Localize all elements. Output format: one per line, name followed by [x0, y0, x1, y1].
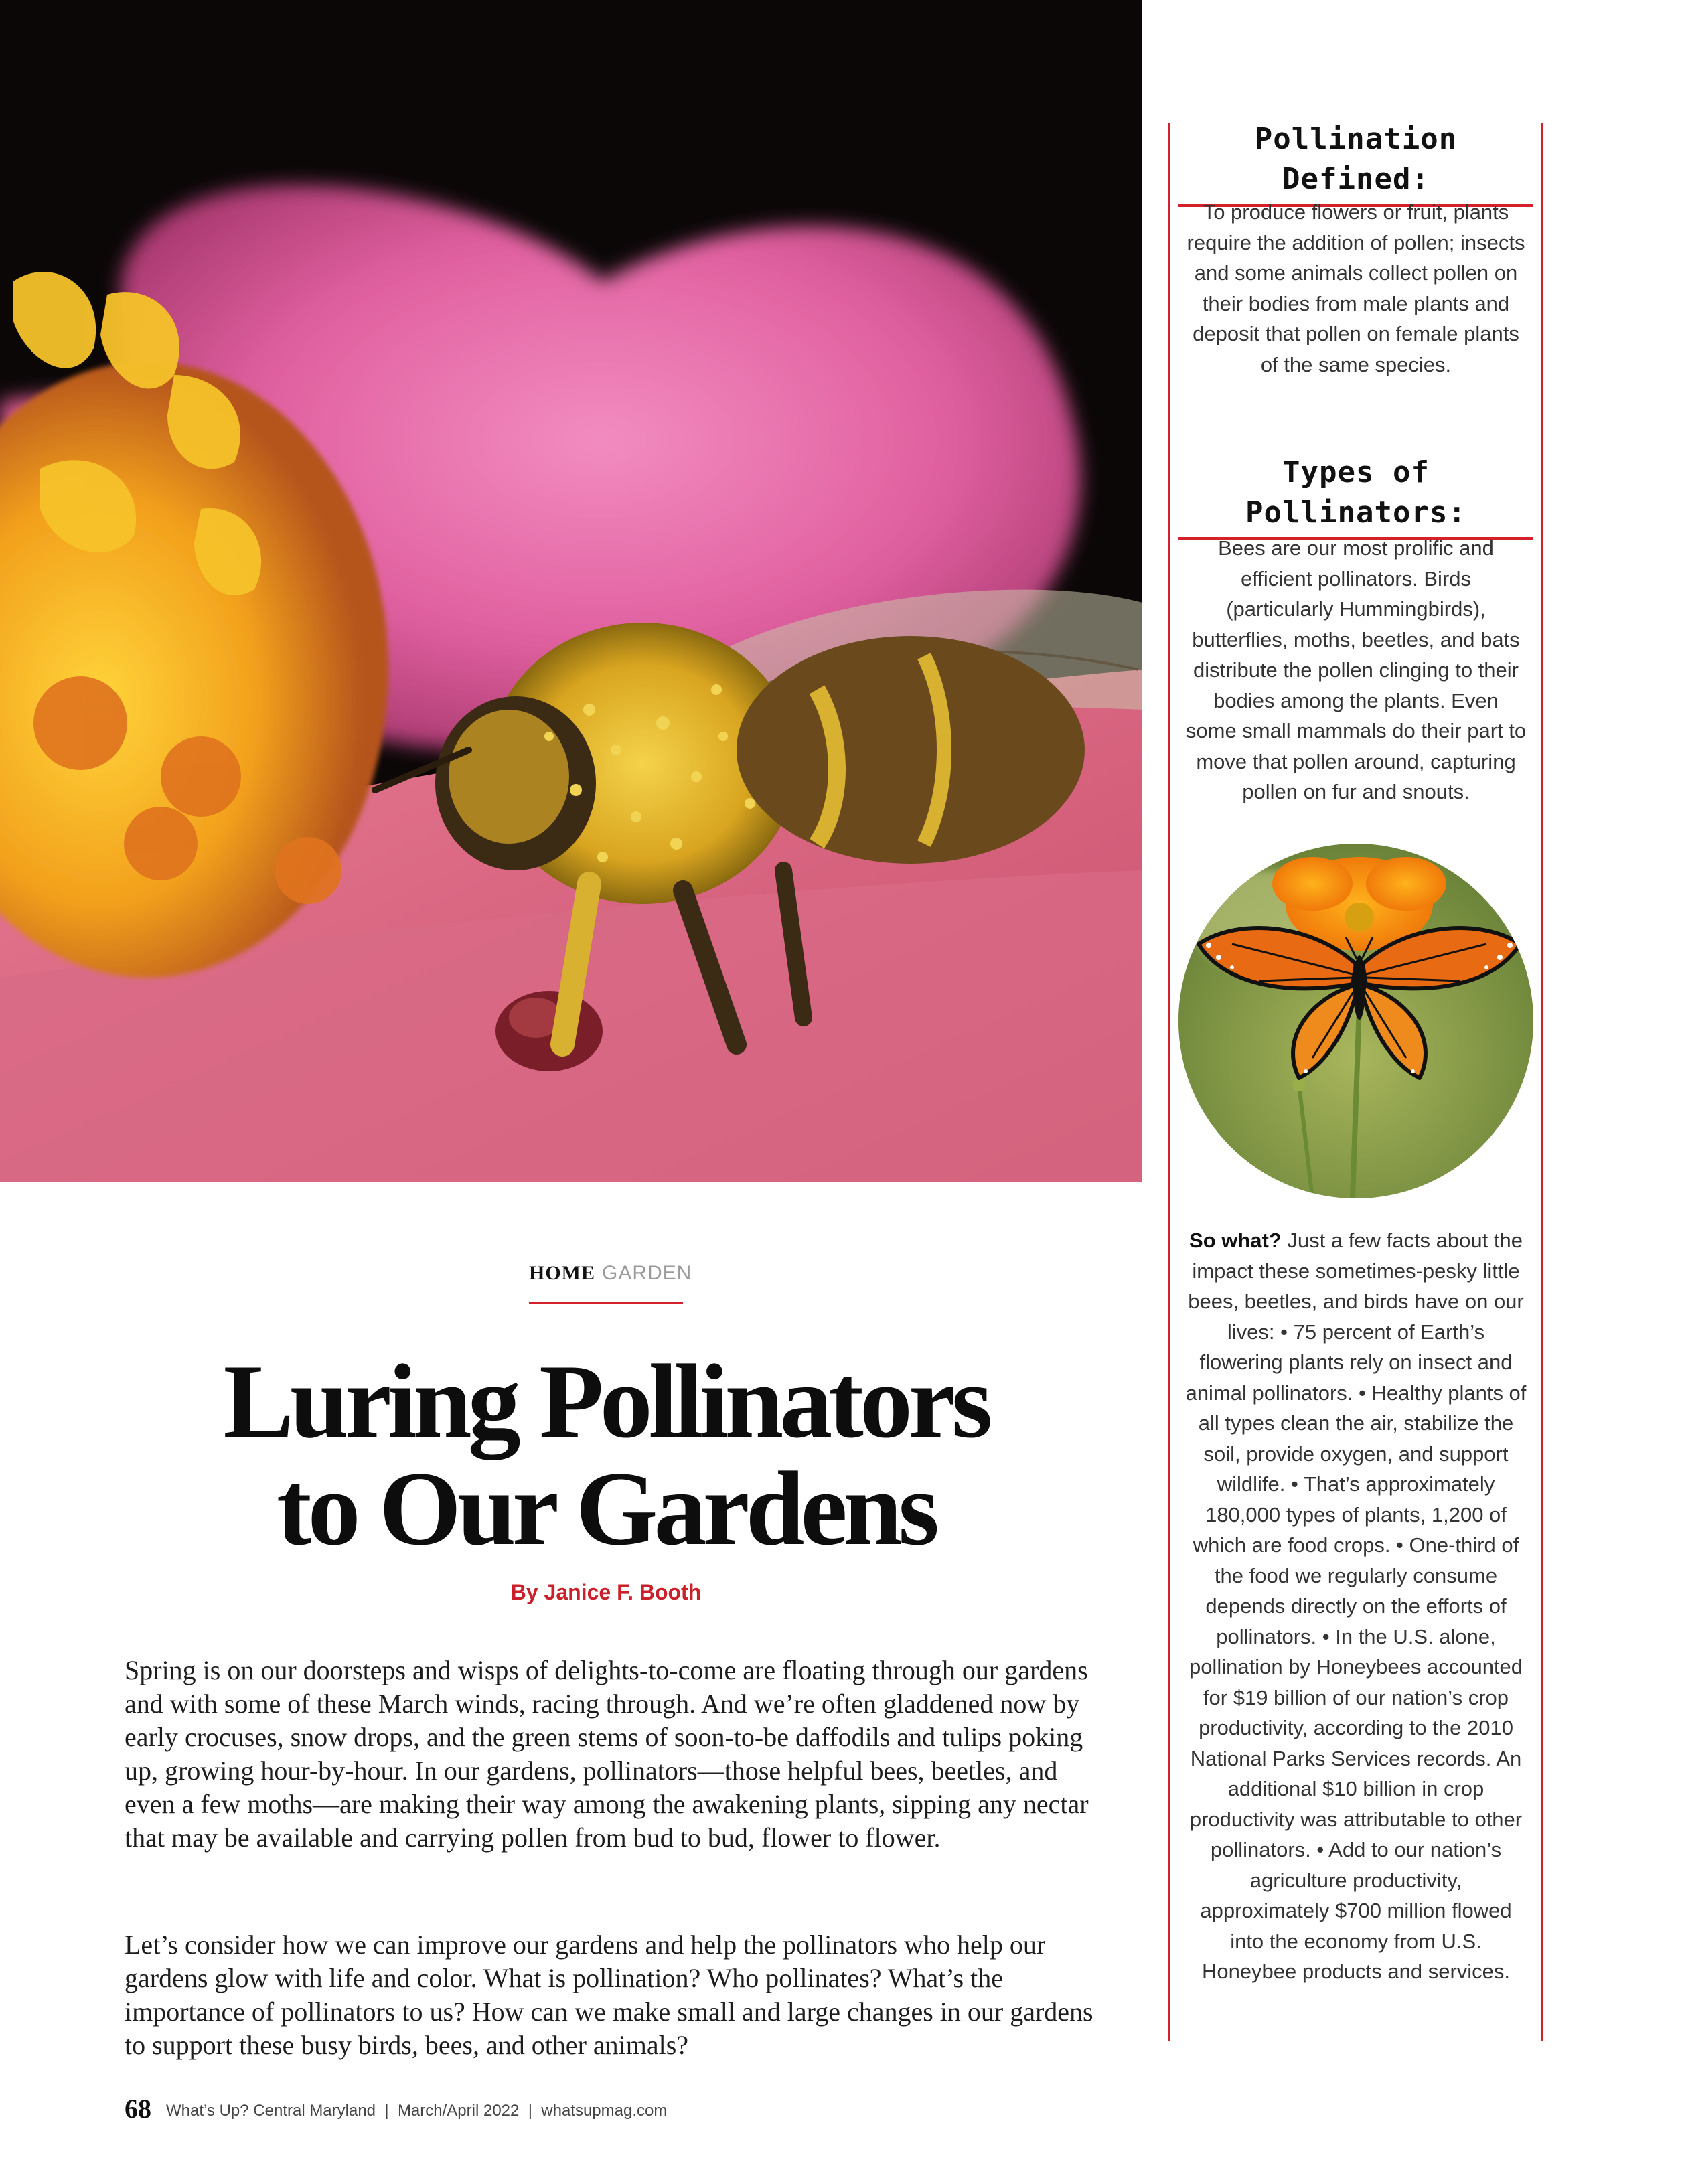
article-paragraph-2: Let’s consider how we can improve our gardens and help the pollinators who help our gardens glow with life and color. What is pollination? Who pollinates? What’s the importance of pollinators to us? How can we make small and large changes in our gardens to support these busy birds, bees, and other animals? [125, 1930, 1093, 2060]
sidebar-heading-types-of-pollinators [1178, 453, 1533, 540]
article-paragraph-1: Spring is on our doorsteps and wisps of delights-to-come are floating through our gardens and with some of these March winds, racing through. And we’re often gladdened now by early crocuses, snow drops, and the green stems of soon-to-be daffodils and tulips poking up, growing hour-by-hour. In our gardens, pollinators—those helpful bees, beetles, and even a few moths—are making their way among the awakening plants, sipping any nectar that may be available and carrying pollen from bud to bud, flower to flower. [125, 1655, 1089, 1853]
page-footer: 68 What’s Up? Central Maryland | March/April 2022 | whatsupmag.com [125, 2094, 668, 2124]
section-kicker [529, 1259, 692, 1288]
sidebar-types-of-pollinators-text: Bees are our most prolific and efficient pollinators. Birds (particularly Hummingbirds), butterflies, moths, beetles, and bats distribute the pollen clinging to their bodies among the plants. Even some small mammals do their part to move that pollen around, capturing pollen on fur and snouts. [1185, 536, 1527, 803]
sidebar-pollination-definition: To produce flowers or fruit, plants require the addition of pollen; insects and some animals collect pollen on their bodies from male plants and deposit that pollen on female plants of the same species. [1187, 200, 1525, 376]
article-title-line-2: to Our Gardens [276, 1450, 936, 1567]
sidebar-facts-lead: So what? [1189, 1229, 1282, 1252]
kicker-subsection: GARDEN [602, 1262, 692, 1284]
footer-website: whatsupmag.com [541, 2102, 668, 2120]
article-title [121, 1343, 1091, 1567]
sidebar-heading-pollination-defined [1178, 119, 1533, 207]
page-number: 68 [125, 2094, 151, 2124]
sidebar-facts-text: Just a few facts about the impact these sometimes-pesky little bees, beetles, and birds have on our lives: • 75 percent of Earth’s flowering plants rely on insect and animal pollinators. • Healthy plants of all types clean the air, stabilize the soil, provide oxygen, and support wildlife. • That’s approximately 180,000 types of plants, 1,200 of which are food crops. • One-third of the food we regularly consume depends directly on the efforts of pollinators. • In the U.S. alone, pollination by Honeybees accounted for $19 billion of our nation’s crop productivity, according to the 2010 National Parks Services records. An additional $10 billion in crop productivity was attributable to other pollinators. • Add to our nation’s agriculture productivity, approximately $700 million flowed into the economy from U.S. Honeybee products and services. [1185, 1229, 1527, 1983]
sidebar-heading-2-text: Types of Pollinators: [1178, 453, 1533, 540]
footer-issue: March/April 2022 [397, 2102, 520, 2120]
footer-publication: What’s Up? Central Maryland [166, 2102, 376, 2120]
inset-photo-monarch-butterfly [1178, 844, 1533, 1198]
kicker-section: HOME [529, 1262, 595, 1284]
sidebar-facts-paragraph [1185, 1225, 1527, 1987]
article-title-line-1: Luring Pollinators [223, 1343, 989, 1460]
article-byline: By Janice F. Booth [510, 1580, 702, 1604]
kicker-underline [529, 1302, 683, 1304]
sidebar-divider-right [1541, 123, 1543, 2041]
hero-photo-bee-on-flower [0, 0, 1142, 1182]
sidebar-heading-1-text: Pollination Defined: [1178, 119, 1533, 207]
sidebar-divider-left [1168, 123, 1170, 2041]
